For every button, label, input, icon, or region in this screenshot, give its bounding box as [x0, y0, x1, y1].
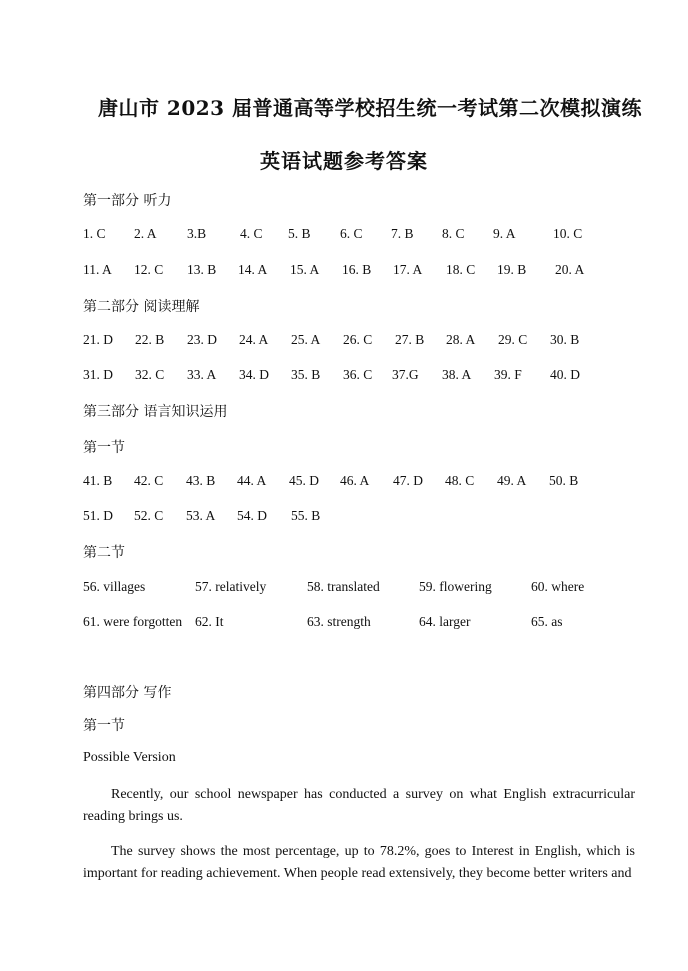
answer-item: 17. A — [393, 262, 423, 277]
answer-item: 41. B — [83, 473, 113, 488]
answer-item: 11. A — [83, 262, 112, 277]
answer-item: 57. relatively — [195, 579, 267, 594]
answer-item: 61. were forgotten — [83, 614, 183, 629]
answer-item: 29. C — [498, 332, 528, 347]
answer-item: 8. C — [442, 226, 465, 241]
answer-row-5 — [83, 473, 643, 491]
answer-item: 49. A — [497, 473, 527, 488]
answer-item: 54. D — [237, 508, 267, 523]
answer-item: 27. B — [395, 332, 425, 347]
section-part1-heading: 第一部分 听力 — [83, 193, 172, 209]
answer-item: 14. A — [238, 262, 268, 277]
answer-item: 65. as — [531, 614, 563, 629]
answer-item: 9. A — [493, 226, 516, 241]
answer-item: 23. D — [187, 332, 217, 347]
answer-item: 36. C — [343, 367, 373, 382]
part4-section1-heading: 第一节 — [83, 718, 125, 734]
answer-item: 10. C — [553, 226, 583, 241]
answer-item: 47. D — [393, 473, 423, 488]
answer-item: 25. A — [291, 332, 321, 347]
answer-item: 2. A — [134, 226, 157, 241]
answer-item: 13. B — [187, 262, 217, 277]
answer-item: 16. B — [342, 262, 372, 277]
section-part3-heading: 第三部分 语言知识运用 — [83, 404, 228, 420]
page-title: 唐山市 2023 届普通高等学校招生统一考试第二次模拟演练 — [97, 96, 643, 120]
answer-item: 64. larger — [419, 614, 471, 629]
part3-section1-heading: 第一节 — [83, 440, 125, 456]
answer-item: 60. where — [531, 579, 585, 594]
answer-item: 59. flowering — [419, 579, 492, 594]
answer-item: 56. villages — [83, 579, 146, 594]
answer-item: 32. C — [135, 367, 165, 382]
answer-item: 35. B — [291, 367, 321, 382]
answer-item: 44. A — [237, 473, 267, 488]
answer-item: 51. D — [83, 508, 113, 523]
answer-item: 55. B — [291, 508, 321, 523]
answer-item: 6. C — [340, 226, 363, 241]
possible-version-label: Possible Version — [83, 750, 176, 765]
answer-item: 21. D — [83, 332, 113, 347]
answer-item: 31. D — [83, 367, 113, 382]
essay-paragraph-2: The survey shows the most percentage, up to 78.2%, goes to Interest in English, which is important for reading achievement. When people read extensively, they become better writers and — [83, 844, 635, 881]
answer-item: 20. A — [555, 262, 585, 277]
answer-item: 33. A — [187, 367, 217, 382]
answer-item: 43. B — [186, 473, 216, 488]
answer-item: 15. A — [290, 262, 320, 277]
answer-item: 38. A — [442, 367, 472, 382]
answer-item: 53. A — [186, 508, 216, 523]
answer-item: 3.B — [187, 226, 207, 241]
answer-row-3 — [83, 332, 643, 350]
answer-item: 4. C — [240, 226, 263, 241]
answer-item: 48. C — [445, 473, 475, 488]
answer-item: 26. C — [343, 332, 373, 347]
answer-item: 12. C — [134, 262, 164, 277]
answer-item: 46. A — [340, 473, 370, 488]
part3-section2-heading: 第二节 — [83, 545, 125, 561]
answer-item: 58. translated — [307, 579, 380, 594]
answer-item: 19. B — [497, 262, 527, 277]
answer-row-8 — [83, 614, 643, 632]
answer-row-2 — [83, 262, 643, 280]
answer-item: 5. B — [288, 226, 311, 241]
section-part2-heading: 第二部分 阅读理解 — [83, 299, 200, 315]
answer-item: 24. A — [239, 332, 269, 347]
answer-item: 1. C — [83, 226, 106, 241]
answer-item: 45. D — [289, 473, 319, 488]
answer-item: 40. D — [550, 367, 580, 382]
answer-item: 7. B — [391, 226, 414, 241]
page-subtitle: 英语试题参考答案 — [260, 149, 428, 173]
answer-item: 30. B — [550, 332, 580, 347]
answer-item: 37.G — [392, 367, 419, 382]
answer-row-6 — [83, 508, 643, 526]
answer-item: 18. C — [446, 262, 476, 277]
answer-item: 63. strength — [307, 614, 371, 629]
answer-item: 52. C — [134, 508, 164, 523]
answer-row-4 — [83, 367, 643, 385]
answer-row-1 — [83, 226, 643, 244]
answer-item: 62. It — [195, 614, 224, 629]
section-part4-heading: 第四部分 写作 — [83, 685, 172, 701]
answer-item: 42. C — [134, 473, 164, 488]
answer-row-7 — [83, 579, 643, 597]
answer-item: 39. F — [494, 367, 522, 382]
essay-paragraph-1: Recently, our school newspaper has conducted a survey on what English extracurricular reading brings us. — [83, 787, 635, 824]
answer-item: 28. A — [446, 332, 476, 347]
answer-item: 22. B — [135, 332, 165, 347]
answer-item: 50. B — [549, 473, 579, 488]
answer-item: 34. D — [239, 367, 269, 382]
